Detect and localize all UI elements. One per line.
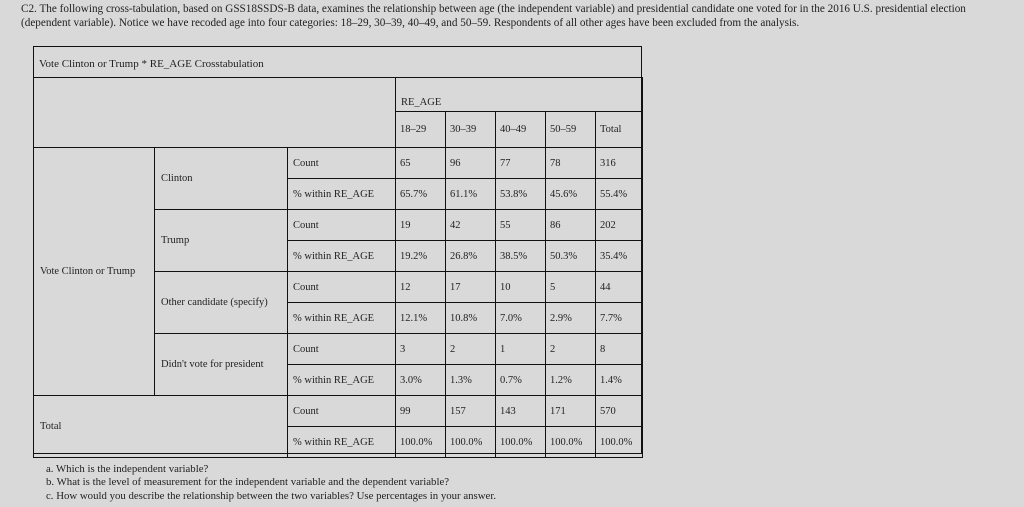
cell: 17 [446,272,496,303]
cell: 202 [596,210,643,241]
cell: 96 [446,148,496,179]
cell: 7.0% [496,303,546,334]
stat-label-count: Count [288,396,396,427]
cell: 0.7% [496,365,546,396]
cell: 19 [396,210,446,241]
cell: 45.6% [546,179,596,210]
group-label-didnt-vote: Didn't vote for president [155,334,288,396]
cell: 53.8% [496,179,546,210]
cell: 55 [496,210,546,241]
group-label-clinton: Clinton [155,148,288,210]
stat-label-pct: % within RE_AGE [288,427,396,458]
cell: 86 [546,210,596,241]
cell: 19.2% [396,241,446,272]
cell: 10 [496,272,546,303]
cell: 100.0% [546,427,596,458]
col-header: 30–39 [446,112,496,148]
cell: 99 [396,396,446,427]
cell: 50.3% [546,241,596,272]
cell: 26.8% [446,241,496,272]
cell: 61.1% [446,179,496,210]
row-variable-label: Vote Clinton or Trump [34,148,155,396]
question-list [46,463,496,503]
table-row [34,396,643,427]
cell: 2 [446,334,496,365]
cell: 65 [396,148,446,179]
cell: 77 [496,148,546,179]
cell: 100.0% [596,427,643,458]
col-header: Total [596,112,643,148]
cell: 3.0% [396,365,446,396]
cell: 44 [596,272,643,303]
cell: 570 [596,396,643,427]
cell: 8 [596,334,643,365]
stat-label-count: Count [288,272,396,303]
question-c: c. How would you describe the relationship between the two variables? Use percentages in your answer. [46,489,497,502]
stat-label-count: Count [288,148,396,179]
cell: 55.4% [596,179,643,210]
cell: 42 [446,210,496,241]
table-row [34,148,643,179]
cell: 2.9% [546,303,596,334]
question-intro [21,2,1021,30]
crosstab-title: Vote Clinton or Trump * RE_AGE Crosstabulation [33,46,642,78]
cell: 1.3% [446,365,496,396]
cell: 78 [546,148,596,179]
group-label-trump: Trump [155,210,288,272]
total-row-label: Total [34,396,288,458]
cell: 316 [596,148,643,179]
cell: 12 [396,272,446,303]
cell: 157 [446,396,496,427]
cell: 35.4% [596,241,643,272]
crosstab-table [33,77,643,458]
cell: 38.5% [496,241,546,272]
cell: 1 [496,334,546,365]
cell: 10.8% [446,303,496,334]
cell: 12.1% [396,303,446,334]
cell: 7.7% [596,303,643,334]
cell: 100.0% [496,427,546,458]
col-group-header: RE_AGE [396,78,643,112]
cell: 2 [546,334,596,365]
cell: 3 [396,334,446,365]
cell: 100.0% [446,427,496,458]
group-label-other: Other candidate (specify) [155,272,288,334]
col-header: 40–49 [496,112,546,148]
cell: 1.2% [546,365,596,396]
cell: 171 [546,396,596,427]
stat-label-count: Count [288,334,396,365]
stat-label-count: Count [288,210,396,241]
stat-label-pct: % within RE_AGE [288,179,396,210]
stat-label-pct: % within RE_AGE [288,303,396,334]
question-b: b. What is the level of measurement for the independent variable and the dependent variable? [46,476,450,489]
corner-cell [34,78,396,148]
stat-label-pct: % within RE_AGE [288,365,396,396]
cell: 100.0% [396,427,446,458]
cell: 5 [546,272,596,303]
cell: 143 [496,396,546,427]
stat-label-pct: % within RE_AGE [288,241,396,272]
cell: 1.4% [596,365,643,396]
intro-line-2: (dependent variable). Notice we have recoded age into four categories: 18–29, 30–39, 40–49, and 50–59. Respondents of all other ages have been excluded from the analysis. [21,17,800,29]
question-a: a. Which is the independent variable? [46,463,209,475]
intro-line-1: C2. The following cross-tabulation, based on GSS18SSDS-B data, examines the relationship between age (the independent variable) and presidential candidate one voted for in the 2016 U.S. presidential election [21,3,966,15]
col-header: 50–59 [546,112,596,148]
cell: 65.7% [396,179,446,210]
col-header: 18–29 [396,112,446,148]
